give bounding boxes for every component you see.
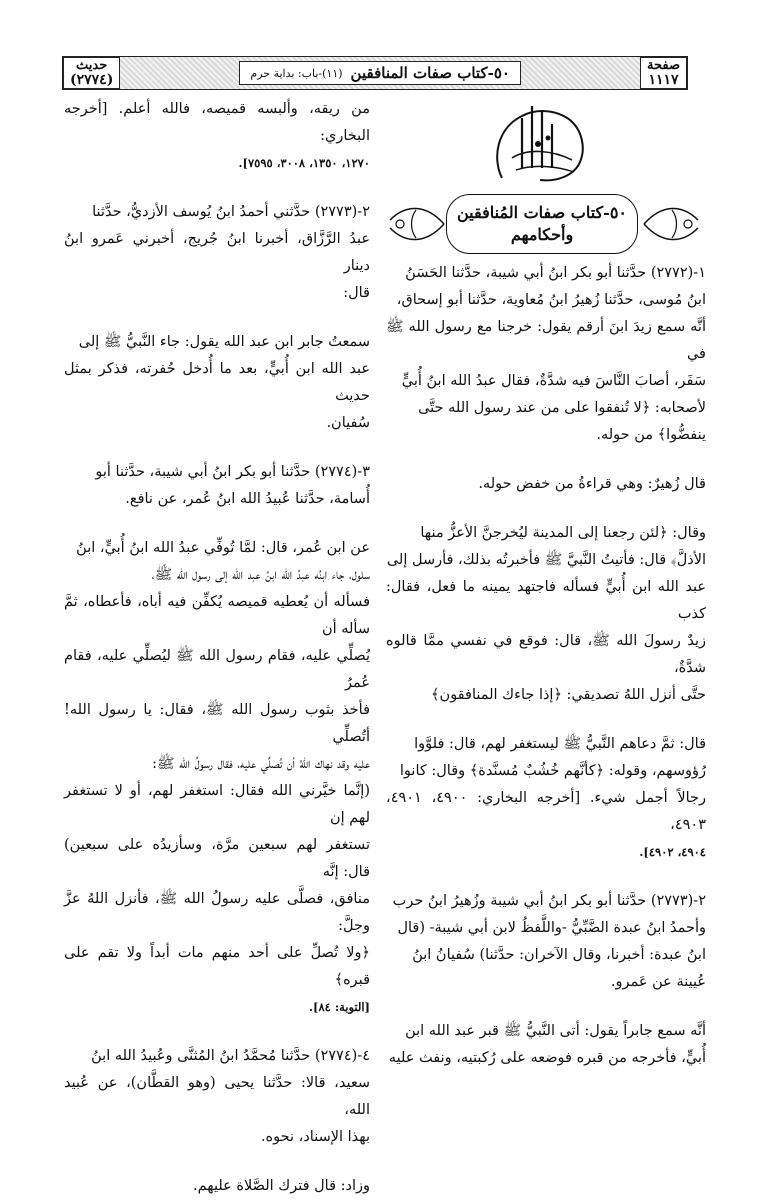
text-line: (إنَّما خيَّرني الله فقال: استغفر لهم، أو لا تستغفر لهم إن (64, 783, 370, 826)
page-number: ١١١٧ (648, 72, 679, 88)
hadith-label: حديث (76, 58, 108, 73)
text-line: ٤٩٠٤، ٤٩٠٢]. (639, 845, 706, 859)
floral-ornament-icon (386, 200, 446, 248)
text-line: ٣-(٢٧٧٤) حدَّثنا أبو بكر ابنُ أبي شيبة، حدَّثنا أبو (95, 464, 370, 480)
text-line: يُصلِّي عليه، فقام رسول الله ﷺ ليُصلِّي عليه، فقام عُمرُ (64, 648, 370, 691)
text-line: لأصحابه: ﴿لا تُنفقوا على من عند رسول الله حتَّى (418, 400, 706, 416)
text-line: ١-(٢٧٧٢) حدَّثنا أبو بكر ابنُ أبي شيبة، حدَّثنا الحَسَنُ (405, 265, 706, 281)
text-line: سَفَر، أصابَ النَّاسَ فيه شدَّةٌ، فقال عبدُ الله ابنُ أُبيٍّ (401, 373, 706, 389)
chapter-subtitle: وأحكامهم (510, 225, 574, 244)
text-line: منافق، فصلَّى عليه رسولُ الله ﷺ، فأنزل اللهُ عزَّ وجلَّ: (64, 891, 370, 934)
text-line: قال: (343, 285, 370, 301)
page-label: صفحة (647, 58, 680, 73)
chapter-ref: (١١)-باب: بداية حرم (250, 66, 343, 80)
text-line: سلول، جاء ابنُه عبدُ الله ابنُ عبد الله إلى رسول الله ﷺ، (151, 567, 370, 583)
text-line: ٢-(٢٧٧٣) حدَّثني أحمدُ ابنُ يُوسف الأزديُّ، حدَّثنا (92, 204, 370, 220)
text-line: تستغفر لهم سبعين مرَّة، وسأزيدُه على سبعين) قال: إنَّه (64, 837, 370, 880)
text-line: عبدُ الرَّزَّاق، أخبرنا ابنُ جُريج، أخبرني عَمرو ابنُ دينار (64, 231, 370, 274)
text-line: سعيد، قالا: حدَّثنا يحيى (وهو القطَّان)، عن عُبيد الله، (64, 1075, 370, 1118)
text-line: أنَّه سمع زيدَ ابنَ أرقم يقول: خرجنا مع رسول الله ﷺ في (386, 319, 706, 362)
text-line: ينفضُّوا﴾ من حوله. (596, 427, 706, 443)
text-line: أُبيٍّ، فأخرجه من قبره فوضعه على رُكبتيه، ونفث عليه (388, 1050, 706, 1066)
text-line: وزاد: قال فترك الصَّلاة عليهم. (193, 1178, 370, 1194)
text-line: سُفيان. (326, 415, 370, 431)
text-line: عُيينة عن عَمرو. (610, 974, 706, 990)
text-line: ١٢٧٠، ١٣٥٠، ٣٠٠٨، ٧٥٩٥]. (238, 156, 370, 170)
header-title-box (239, 61, 521, 85)
text-line: [التوبة: ٨٤]. (309, 1000, 370, 1014)
hadith-range: (٢٧٧٤) (70, 72, 114, 88)
chapter-title: ٥٠-كتاب صفات المُنافقين (457, 203, 627, 222)
text-line: قال: ثمَّ دعاهم النَّبيُّ ﷺ ليستغفر لهم، قال: فلوَّوا (414, 736, 706, 752)
text-line: فأخذ بثوب رسول الله ﷺ، فقال: يا رسول الله! أتُصلِّي (64, 702, 370, 745)
text-line: فسأله أن يُعطيه قميصه يُكفِّن فيه أباه، فأعطاه، ثمَّ سأله أن (64, 594, 370, 637)
left-column (64, 96, 370, 1200)
chapter-title-frame (446, 194, 638, 254)
text-line: الأذلَّ﴾ قال: فأتيتُ النَّبيَّ ﷺ فأخبرتُه بذلك، فأرسل إلى (386, 552, 706, 568)
text-line: رجالاً أجمل شيء. [أخرجه البخاري: ٤٩٠٠، ٤٩٠١، ٤٩٠٣، (386, 790, 706, 833)
text-line: أُسامة، حدَّثنا عُبيدُ الله ابنُ عُمر، عن نافع. (125, 491, 370, 507)
book-title: ٥٠-كتاب صفات المنافقين (350, 64, 510, 82)
text-line: عبد الله ابن أُبيٍّ فسأله فاجتهد يمينه ما فعل، فقال: كذب (386, 579, 706, 622)
text-line: عليه وقد نهاك اللهُ أن تُصلِّي عليه، فقال رسولُ الله ﷺ: (152, 756, 370, 772)
page-number-box (640, 57, 687, 89)
text-line: ٢-(٢٧٧٣) حدَّثنا أبو بكر ابنُ أبي شيبة وزُهيرُ ابنُ حرب (392, 893, 706, 909)
right-column (386, 96, 706, 1072)
floral-ornament-icon (642, 200, 702, 248)
text-line: ابنُ مُوسى، حدَّثنا زُهيرُ ابنُ مُعاوية، حدَّثنا أبو إسحاق، (396, 292, 706, 308)
text-line: عن ابن عُمر، قال: لمَّا تُوفِّي عبدُ الله ابنُ أُبيٍّ، ابنُ (76, 540, 370, 556)
text-line: ﴿ولا تُصلِّ على أحد منهم مات أبداً ولا تقم على قبره﴾ (64, 945, 370, 988)
text-line: حتَّى أنزل اللهُ تصديقي: ﴿إذا جاءك المنافقون﴾ (431, 687, 706, 703)
page-header (62, 56, 688, 90)
text-line: وأحمدُ ابنُ عبدة الضَّبِّيُّ -واللَّفظُ لابن أبي شيبة- (قال (397, 920, 706, 936)
chapter-heading (386, 190, 706, 256)
text-line: وقال: ﴿لئن رجعنا إلى المدينة ليُخرجنَّ الأعزُّ منها (420, 525, 706, 541)
text-line: بهذا الإسناد، نحوه. (260, 1129, 370, 1145)
text-line: قال زُهيرٌ: وهي قراءةُ من خفض حوله. (478, 476, 706, 492)
calligraphy-emblem-icon (482, 98, 602, 184)
text-line: ابنُ عبدة: أخبرنا، وقال الآخران: حدَّثنا) سُفيانُ ابنُ (412, 947, 706, 963)
text-line: ٤-(٢٧٧٤) حدَّثنا مُحمَّدُ ابنُ المُثنَّى وعُبيدُ الله ابنُ (91, 1048, 370, 1064)
hadith-number-box (63, 57, 120, 89)
text-line: من ريقه، وألبسه قميصه، فالله أعلم. [أخرجه البخاري: (64, 101, 370, 144)
text-line: أنَّه سمع جابراً يقول: أتى النَّبيُّ ﷺ قبر عبد الله ابن (405, 1023, 706, 1039)
basmala-emblem (386, 96, 706, 186)
text-line: سمعتُ جابر ابن عبد الله يقول: جاء النَّبيُّ ﷺ إلى (78, 334, 370, 350)
text-line: زيدٌ رسولَ الله ﷺ، قال: فوقع في نفسي ممَّا قالوه شدَّةٌ، (386, 633, 706, 676)
text-line: رُؤوسهم، وقوله: ﴿كأنَّهم خُشُبٌ مُسنَّدة﴾ وقال: كانوا (399, 763, 706, 779)
text-line: عبد الله ابن أُبيٍّ، بعد ما أُدخل حُفرته، فذكر بمثل حديث (64, 361, 370, 404)
